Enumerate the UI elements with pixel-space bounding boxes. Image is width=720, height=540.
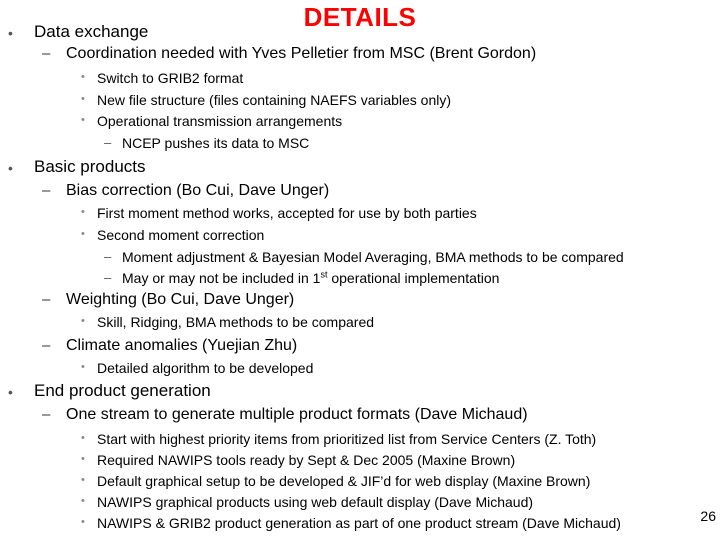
subitem-implementation: May or may not be included in 1st operational implementation (122, 269, 500, 286)
bullet-marker: • (8, 25, 13, 41)
bullet-marker: • (81, 432, 85, 444)
item-transmission: Operational transmission arrangements (97, 113, 343, 129)
sub-climate-anomalies: Climate anomalies (Yuejian Zhu) (66, 337, 298, 354)
bullet-marker: • (81, 315, 85, 327)
item-grib2: Switch to GRIB2 format (97, 70, 244, 86)
dash-marker: – (42, 337, 51, 354)
bullet-marker: • (8, 384, 13, 400)
sub-one-stream: One stream to generate multiple product formats (Dave Michaud) (66, 406, 528, 423)
bullet-marker: • (81, 71, 85, 83)
item-nawips-graphical: NAWIPS graphical products using web default display (Dave Michaud) (97, 494, 534, 510)
bullet-marker: • (81, 114, 85, 126)
bullet-marker: • (81, 453, 85, 465)
heading-end-product: End product generation (34, 381, 211, 400)
subitem-ncep: NCEP pushes its data to MSC (122, 135, 310, 151)
dash-marker: – (104, 270, 112, 285)
subitem-moment-adjustment: Moment adjustment & Bayesian Model Averaging, BMA methods to be compared (122, 249, 624, 265)
item-default-graphical: Default graphical setup to be developed & JIF’d for web display (Maxine Brown) (97, 473, 591, 489)
bullet-marker: • (81, 474, 85, 486)
dash-marker: – (42, 182, 51, 199)
sub-bias-correction: Bias correction (Bo Cui, Dave Unger) (66, 182, 330, 199)
dash-marker: – (42, 406, 51, 423)
item-detailed-algorithm: Detailed algorithm to be developed (97, 360, 314, 376)
bullet-marker: • (81, 495, 85, 507)
bullet-marker: • (81, 206, 85, 218)
bullet-marker: • (81, 93, 85, 105)
item-second-moment: Second moment correction (97, 227, 265, 243)
item-highest-priority: Start with highest priority items from prioritized list from Service Centers (Z. Toth) (97, 431, 597, 447)
heading-data-exchange: Data exchange (34, 22, 149, 41)
bullet-marker: • (81, 361, 85, 373)
item-nawips-grib2: NAWIPS & GRIB2 product generation as part of one product stream (Dave Michaud) (97, 515, 621, 531)
bullet-marker: • (81, 228, 85, 240)
sub-weighting: Weighting (Bo Cui, Dave Unger) (66, 291, 295, 308)
item-file-structure: New file structure (files containing NAEFS variables only) (97, 92, 452, 108)
dash-marker: – (42, 45, 51, 62)
heading-basic-products: Basic products (34, 157, 146, 176)
dash-marker: – (104, 249, 112, 264)
item-skill-ridging: Skill, Ridging, BMA methods to be compared (97, 314, 375, 330)
item-first-moment: First moment method works, accepted for use by both parties (97, 205, 477, 221)
page-number: 26 (700, 508, 716, 524)
dash-marker: – (104, 135, 112, 150)
item-nawips-tools: Required NAWIPS tools ready by Sept & Dec 2005 (Maxine Brown) (97, 452, 516, 468)
bullet-marker: • (8, 160, 13, 176)
slide-title: DETAILS (303, 2, 417, 32)
sub-coordination: Coordination needed with Yves Pelletier from MSC (Brent Gordon) (66, 45, 537, 62)
bullet-marker: • (81, 516, 85, 528)
dash-marker: – (42, 291, 51, 308)
